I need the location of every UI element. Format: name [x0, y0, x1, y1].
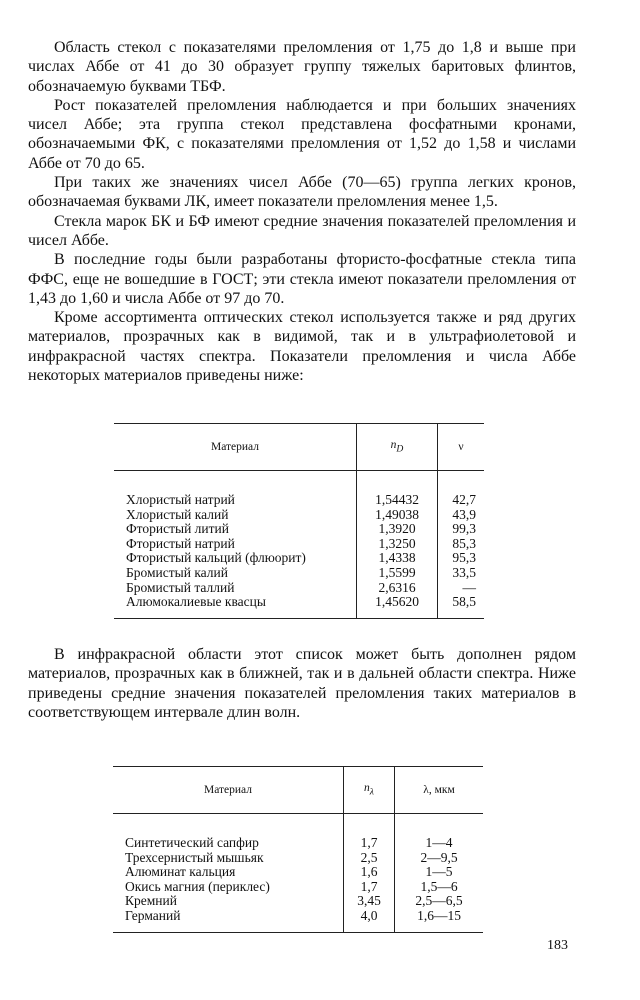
table-row: Бромистый калий 1,5599 33,5 — [114, 566, 484, 581]
paragraph: Рост показателей преломления наблюдается и при больших значениях чисел Аббе; эта группа стекол представлена фосфатными кронами, обозначаемыми ФК, с показателями преломления от 1,52 до 1,58 и числами Аббе от 70 до 65. — [28, 96, 576, 172]
paragraph: При таких же значениях чисел Аббе (70—65) группа легких кронов, обозначаемая буквами ЛК, имеет показатели преломления менее 1,5. — [28, 174, 576, 211]
paragraph: Область стекол с показателями преломления от 1,75 до 1,8 и выше при числах Аббе от 41 до 30 образует группу тяжелых баритовых флинтов, обозначаемую буквами ТБФ. — [28, 39, 576, 95]
table-row: Германий 4,0 1,6—15 — [113, 909, 483, 924]
table-row: Фтористый натрий 1,3250 85,3 — [114, 537, 484, 552]
paragraph: В последние годы были разработаны фтористо-фосфатные стекла типа ФФС, еще не вошедшие в ГОСТ; эти стекла имеют показатели преломления от 1,43 до 1,60 и числа Аббе от 97 до 70. — [28, 251, 576, 307]
table-row: Синтетический сапфир 1,7 1—4 — [113, 836, 483, 851]
header-wavelength: λ, мкм — [395, 767, 484, 814]
paragraph: Стекла марок БК и БФ имеют средние значения показателей преломления и чисел Аббе. — [28, 212, 576, 249]
table-row: Алюмокалиевые квасцы 1,45620 58,5 — [114, 595, 484, 610]
table-refractive-indices — [114, 423, 484, 619]
paragraph: Кроме ассортимента оптических стекол используется также и ряд других материалов, прозрачных как в видимой, так и в ультрафиолетовой и инфракрасной частях спектра. Показатели преломления и числа Аббе некоторых материалов приведены ниже: — [28, 309, 576, 385]
table-row: Фтористый литий 1,3920 99,3 — [114, 522, 484, 537]
page-number: 183 — [547, 938, 568, 953]
header-n-lambda: $n_\lambda$ — [344, 767, 395, 814]
table-row: Хлористый калий 1,49038 43,9 — [114, 508, 484, 523]
table-infrared-materials — [113, 766, 483, 933]
header-n: $n_D$ — [357, 424, 438, 471]
table-row: Алюминат кальция 1,6 1—5 — [113, 865, 483, 880]
table-row: Фтористый кальций (флюорит) 1,4338 95,3 — [114, 551, 484, 566]
header-material: Материал — [114, 424, 357, 471]
table-row: Хлористый натрий 1,54432 42,7 — [114, 493, 484, 508]
table-row: Окись магния (периклес) 1,7 1,5—6 — [113, 880, 483, 895]
table-row: Кремний 3,45 2,5—6,5 — [113, 894, 483, 909]
main-text — [28, 38, 576, 385]
table-row: Бромистый таллий 2,6316 — — [114, 581, 484, 596]
table-row: Трехсернистый мышьяк 2,5 2—9,5 — [113, 851, 483, 866]
header-abbe: ν — [438, 424, 485, 471]
paragraph-infrared: В инфракрасной области этот список может быть дополнен рядом материалов, прозрачных как в ближней, так и в дальней области спектра. Ниже приведены средние значения показателей преломления таких материалов в соответствующем интервале длин волн. — [28, 646, 576, 721]
header-material: Материал — [113, 767, 344, 814]
